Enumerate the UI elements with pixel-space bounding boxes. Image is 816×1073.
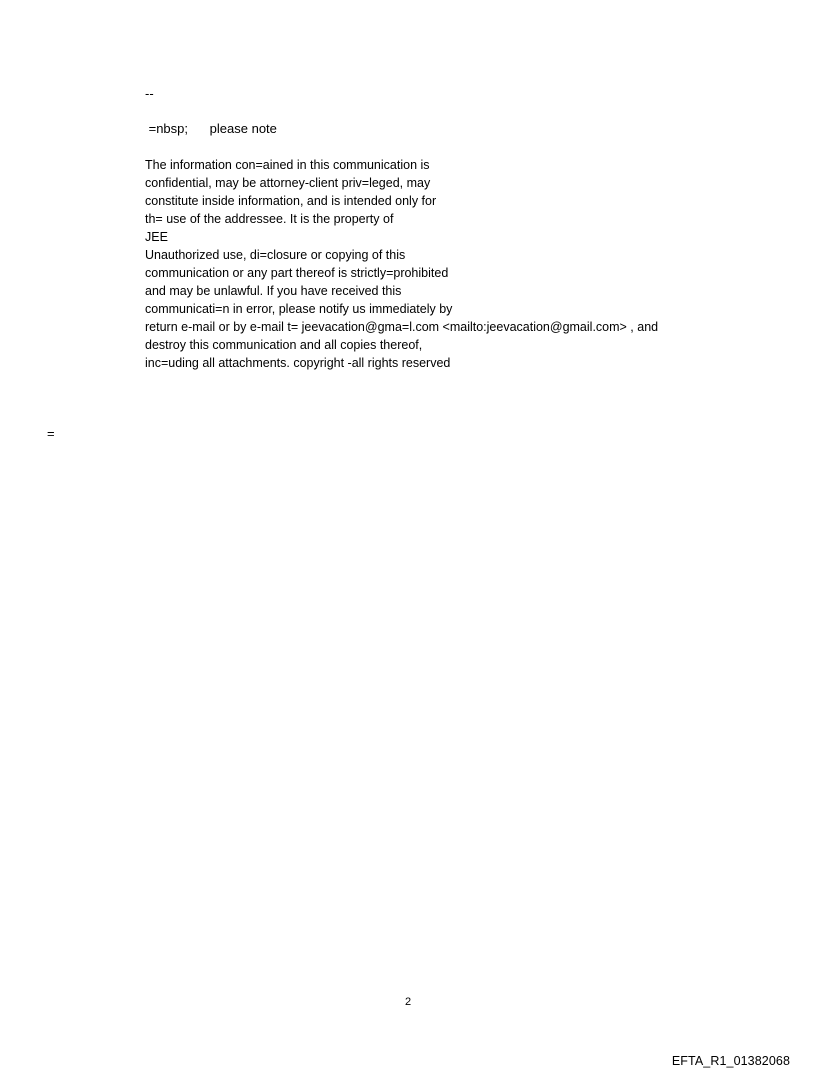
trailing-equals: =: [47, 426, 55, 441]
disclaimer-line: communicati=n in error, please notify us immediately by: [145, 302, 453, 316]
disclaimer-line: th= use of the addressee. It is the property of: [145, 212, 394, 226]
note-line: =nbsp; please note: [145, 121, 277, 136]
document-id: EFTA_R1_01382068: [671, 1054, 790, 1068]
disclaimer-line: The information con=ained in this communication is: [145, 158, 430, 172]
disclaimer-line: Unauthorized use, di=closure or copying of this: [145, 248, 406, 262]
disclaimer-line: destroy this communication and all copies thereof,: [145, 338, 423, 352]
disclaimer-line: inc=uding all attachments. copyright -all rights reserved: [145, 356, 451, 370]
disclaimer-line: constitute inside information, and is intended only for: [145, 194, 437, 208]
disclaimer-line: and may be unlawful. If you have received this: [145, 284, 402, 298]
disclaimer-line-with-email: return e-mail or by e-mail t= jeevacation@gma=l.com <mailto:jeevacation@gmail.com> , and: [145, 320, 659, 334]
confidentiality-disclaimer: [145, 156, 765, 372]
disclaimer-line: confidential, may be attorney-client priv=leged, may: [145, 176, 431, 190]
page-number: 2: [404, 996, 412, 1008]
disclaimer-line: JEE: [145, 230, 168, 244]
disclaimer-line: communication or any part thereof is strictly=prohibited: [145, 266, 449, 280]
signature-separator: --: [145, 86, 154, 101]
